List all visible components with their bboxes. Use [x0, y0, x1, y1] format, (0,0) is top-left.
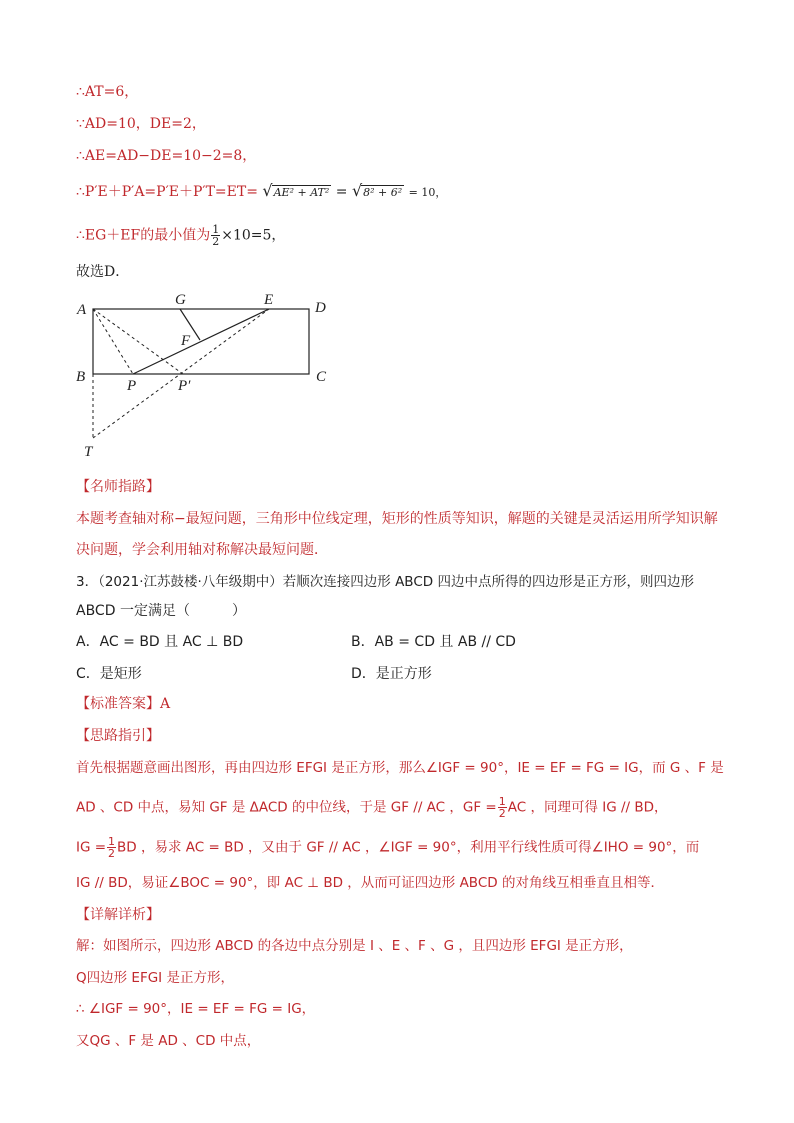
label-C: C	[316, 369, 327, 385]
label-G: G	[175, 292, 186, 308]
segment-AP-prime	[93, 309, 183, 374]
geometry-figure	[60, 286, 360, 462]
option-D[interactable]: D．是正方形	[351, 666, 432, 682]
radicand-1: AE² + AT²	[273, 186, 330, 199]
detail-heading: 【详解详析】	[76, 907, 160, 923]
thinking-p3-a: IG =	[76, 839, 107, 856]
option-B[interactable]: B．AB = CD 且 AB // CD	[351, 634, 516, 650]
sqrt-sign-2: √	[351, 181, 363, 200]
teacher-tip-heading: 【名师指路】	[76, 479, 160, 495]
thinking-p3-fraction: $\frac{1}{2}$	[108, 835, 116, 860]
solution-line-4	[76, 181, 446, 203]
answer-value: A	[160, 696, 171, 712]
line4-result: = 10，	[408, 186, 447, 199]
segment-EP	[133, 309, 269, 374]
thinking-para-2	[76, 796, 668, 819]
solution-line-2: ∵AD=10，DE=2，	[76, 116, 206, 132]
solution-line-1: ∴AT=6，	[76, 84, 139, 100]
line5-prefix: ∴EG＋EF的最小值为	[76, 227, 211, 244]
thinking-heading: 【思路指引】	[76, 728, 160, 744]
line4-prefix: ∴P′E＋P′A=P′E＋P′T=ET=	[76, 184, 258, 200]
teacher-tip-body-1: 本题考查轴对称−最短问题，三角形中位线定理，矩形的性质等知识，解题的关键是灵活运用所学知识解	[76, 511, 718, 527]
radicand-2: 8² + 6²	[363, 186, 403, 199]
option-C[interactable]: C．是矩形	[76, 666, 142, 682]
answer-heading: 【标准答案】	[76, 696, 160, 712]
thinking-para-1: 首先根据题意画出图形，再由四边形 EFGI 是正方形，那么∠IGF = 90°，IE = EF = FG = IG，而 G 、F 是	[76, 760, 724, 776]
thinking-p2-b: AC ，同理可得 IG // BD，	[507, 799, 668, 816]
solution-line-5	[76, 224, 285, 247]
label-A: A	[77, 302, 87, 318]
thinking-p2-a: AD 、CD 中点，易知 GF 是 ΔACD 的中位线，于是 GF // AC ，GF =	[76, 799, 497, 816]
label-P: P	[127, 378, 137, 394]
label-E: E	[264, 292, 274, 308]
question-stem-2: ABCD 一定满足（ ）	[76, 603, 246, 619]
solution-line-3: ∴AE=AD−DE=10−2=8，	[76, 148, 257, 164]
thinking-para-3	[76, 836, 699, 859]
label-F: F	[181, 333, 191, 349]
line5-result: ×10=5，	[221, 227, 286, 244]
solution-line-6: 故选D．	[76, 264, 130, 280]
thinking-p3-b: BD ，易求 AC = BD ，又由于 GF // AC ，∠IGF = 90°，利用平行线性质可得∠IHO = 90°，而	[117, 839, 700, 856]
label-P-prime: P′	[178, 378, 191, 394]
detail-line-1: 解：如图所示，四边形 ABCD 的各边中点分别是 I 、E 、F 、G ，且四边形 EFGI 是正方形，	[76, 938, 633, 954]
thinking-p2-fraction: $\frac{1}{2}$	[498, 795, 506, 820]
option-A[interactable]: A．AC = BD 且 AC ⊥ BD	[76, 634, 244, 650]
teacher-tip-body-2: 决问题，学会利用轴对称解决最短问题．	[76, 542, 328, 558]
label-B: B	[76, 369, 86, 385]
sqrt-sign: √	[262, 181, 273, 200]
label-T: T	[84, 444, 93, 460]
thinking-para-4: IG // BD，易证∠BOC = 90°，即 AC ⊥ BD ，从而可证四边形 ABCD 的对角线互相垂直且相等．	[76, 875, 664, 891]
detail-line-4: 又QG 、F 是 AD 、CD 中点，	[76, 1033, 261, 1049]
question-stem-1: 3．（2021·江苏鼓楼·八年级期中）若顺次连接四边形 ABCD 四边中点所得的四边形是正方形，则四边形	[76, 574, 694, 590]
detail-line-2: Q四边形 EFGI 是正方形，	[76, 970, 234, 986]
segment-AP	[93, 309, 133, 374]
detail-line-3: ∴ ∠IGF = 90°，IE = EF = FG = IG，	[76, 1001, 316, 1017]
answer-line	[76, 694, 170, 714]
line4-equals: =	[335, 184, 348, 200]
label-D: D	[315, 300, 326, 316]
fraction-half: $\frac{1}{2}$	[212, 223, 220, 248]
